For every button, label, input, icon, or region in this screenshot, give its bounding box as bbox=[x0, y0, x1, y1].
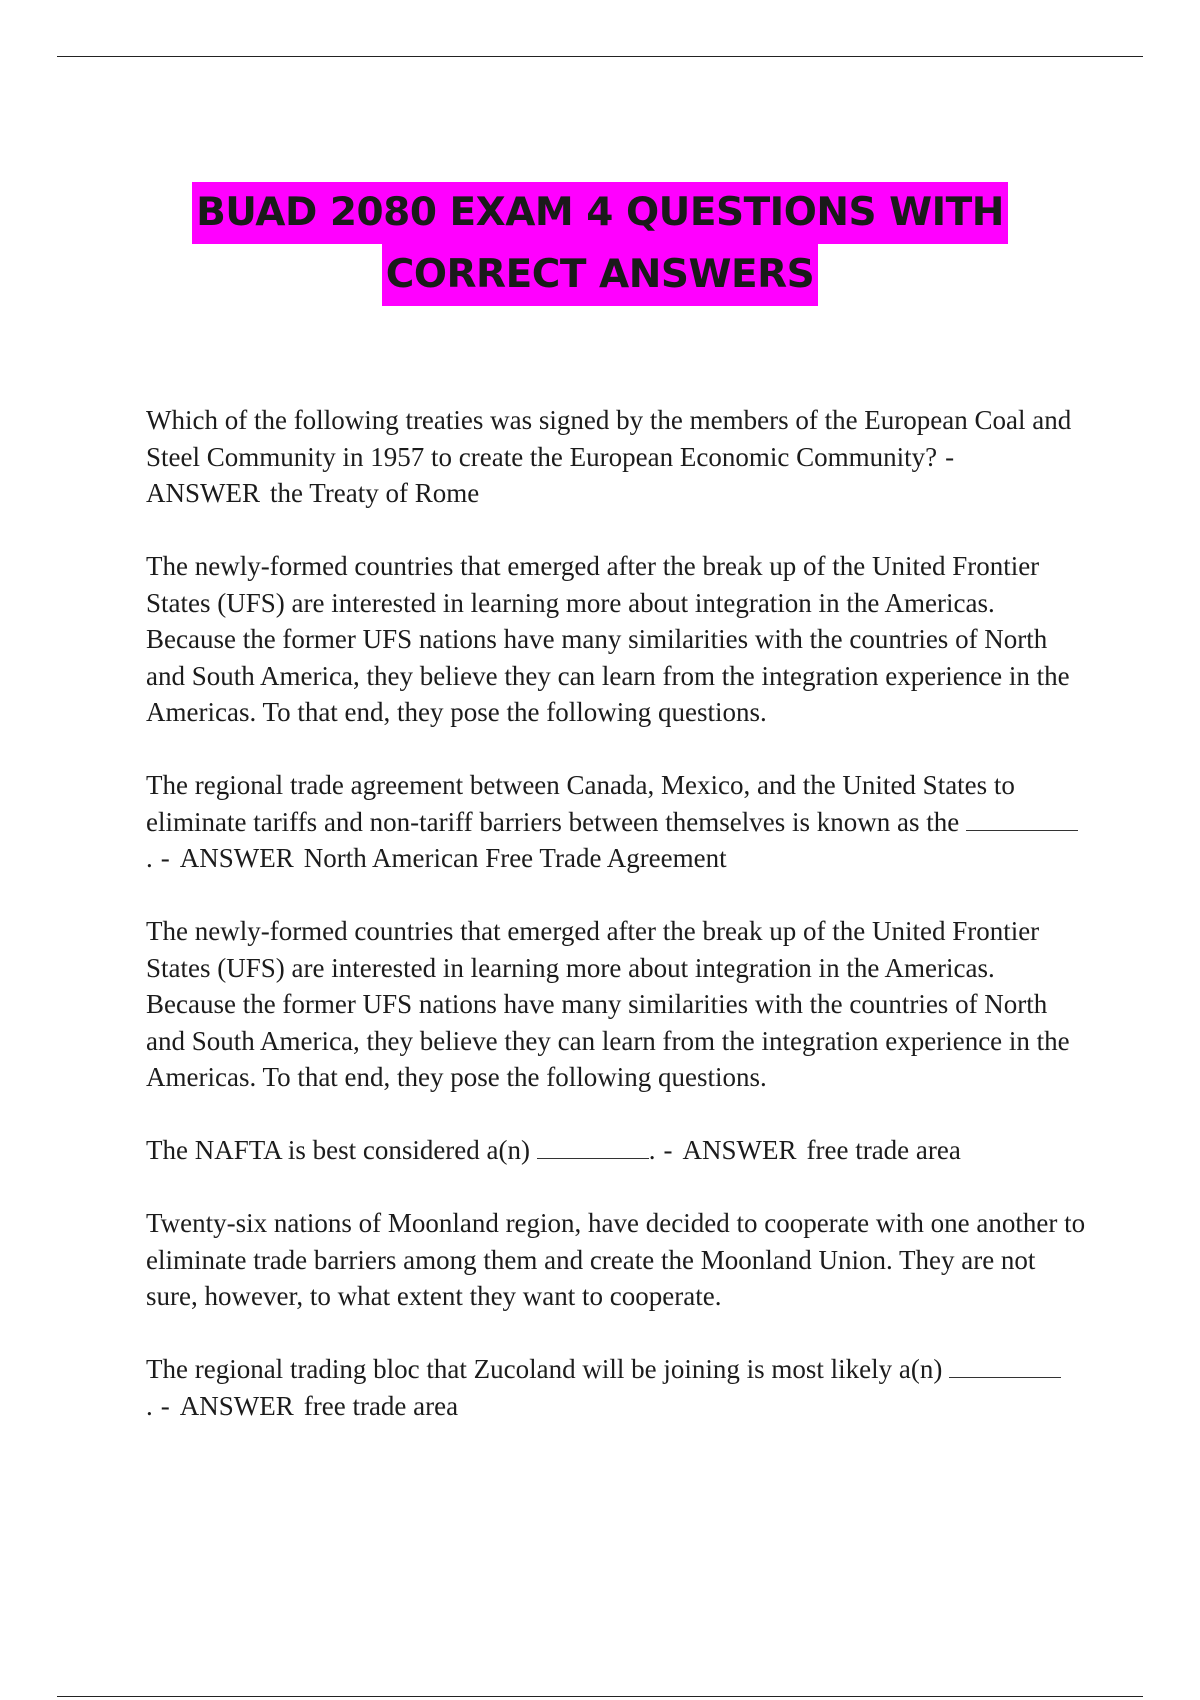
context-paragraph-3: Twenty-six nations of Moonland region, have decided to cooperate with one another to eliminate trade barriers among them and create the Moonland Union. They are not sure, however, to what extent they want to cooperate. bbox=[146, 1208, 1086, 1311]
context-paragraph-2: The newly-formed countries that emerged after the break up of the United Frontier States (UFS) are interested in learning more about integration in the Americas. Because the former UFS nations have many similarities with the countries of North and South America, they believe they can learn from the integration experience in the Americas. To that end, they pose the following questions. bbox=[146, 916, 1070, 1092]
qa-item-4: The regional trading bloc that Zucoland will be joining is most likely a(n) . - ANSWER free trade area bbox=[146, 1351, 1086, 1424]
question-text: The NAFTA is best considered a(n) bbox=[146, 1135, 530, 1165]
answer-blank bbox=[966, 810, 1078, 831]
context-paragraph-1: The newly-formed countries that emerged after the break up of the United Frontier States (UFS) are interested in learning more about integration in the Americas. Because the former UFS nations have many similarities with the countries of North and South America, they believe they can learn from the integration experience in the Americas. To that end, they pose the following questions. bbox=[146, 551, 1070, 727]
document-body bbox=[146, 402, 1086, 1461]
answer-label: ANSWER bbox=[179, 843, 294, 873]
answer-text: free trade area bbox=[303, 1390, 459, 1421]
qa-item-3: The NAFTA is best considered a(n) . - ANSWER free trade area bbox=[146, 1135, 961, 1165]
answer-text: North American Free Trade Agreement bbox=[303, 843, 727, 873]
answer-label: ANSWER bbox=[179, 1390, 294, 1421]
title-line-1: BUAD 2080 EXAM 4 QUESTIONS WITH bbox=[192, 182, 1008, 244]
answer-blank bbox=[949, 1357, 1061, 1378]
answer-label: ANSWER bbox=[682, 1135, 797, 1165]
question-text: The regional trading bloc that Zucoland will be joining is most likely a(n) bbox=[146, 1354, 943, 1384]
footer-rule bbox=[57, 1696, 1143, 1697]
qa-item-1 bbox=[146, 402, 1086, 512]
header-rule bbox=[57, 56, 1143, 57]
separator: - bbox=[945, 441, 955, 472]
question-text: The regional trade agreement between Canada, Mexico, and the United States to eliminate tariffs and non-tariff barriers between themselves is known as the bbox=[146, 770, 1015, 837]
answer-text: free trade area bbox=[806, 1135, 961, 1165]
answer-blank bbox=[537, 1138, 649, 1159]
separator: - bbox=[160, 1390, 170, 1421]
qa-item-2: The regional trade agreement between Canada, Mexico, and the United States to eliminate tariffs and non-tariff barriers between themselves is known as the . - ANSWER North American Free Trade Agreement bbox=[146, 767, 1086, 877]
answer-label: ANSWER bbox=[146, 478, 260, 508]
separator: - bbox=[663, 1135, 673, 1165]
document-title bbox=[0, 182, 1200, 306]
answer-text: the Treaty of Rome bbox=[270, 478, 480, 508]
question-text: Which of the following treaties was signed by the members of the European Coal and Steel Community in 1957 to create the European Economic Community? bbox=[146, 405, 1072, 472]
title-line-2: CORRECT ANSWERS bbox=[382, 244, 818, 306]
separator: - bbox=[160, 843, 170, 873]
